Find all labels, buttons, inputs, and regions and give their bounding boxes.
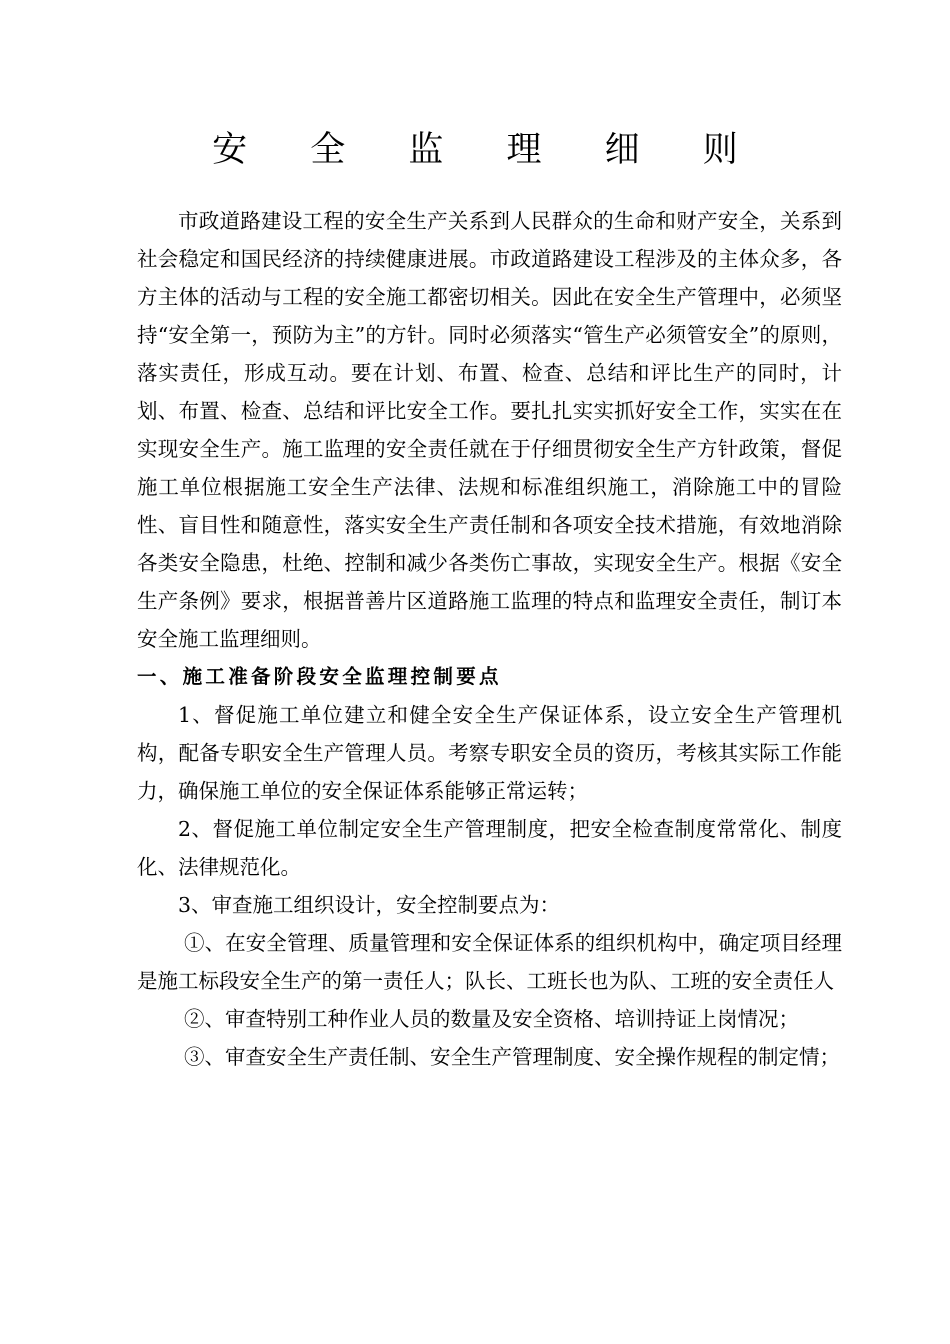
section-heading: 一、施工准备阶段安全监理控制要点 [137,665,502,688]
sub-list-item: ③、审查安全生产责任制、安全生产管理制度、安全操作规程的制定情； [184,1045,840,1069]
document-title: 安 全 监 理 细 则 [212,130,764,170]
list-item: 3、审查施工组织设计，安全控制要点为： [178,893,561,917]
sub-list-item: ①、在安全管理、质量管理和安全保证体系的组织机构中，确定项目经理是施工标段安全生产的第一责任人；队长、工班长也为队、工班的安全责任人 [137,931,842,993]
intro-paragraph: 市政道路建设工程的安全生产关系到人民群众的生命和财产安全，关系到社会稳定和国民经济的持续健康进展。市政道路建设工程涉及的主体众多，各方主体的活动与工程的安全施工都密切相关。因此在安全生产管理中，必须坚持“安全第一，预防为主”的方针。同时必须落实“管生产必须管安全”的原则，落实责任，形成互动。要在计划、布置、检查、总结和评比生产的同时，计划、布置、检查、总结和评比安全工作。要扎扎实实抓好安全工作，实实在在实现安全生产。施工监理的安全责任就在于仔细贯彻安全生产方针政策，督促施工单位根据施工安全生产法律、法规和标准组织施工，消除施工中的冒险性、盲目性和随意性，落实安全生产责任制和各项安全技术措施，有效地消除各类安全隐患，杜绝、控制和减少各类伤亡事故，实现安全生产。根据《安全生产条例》要求，根据普善片区道路施工监理的特点和监理安全责任，制订本安全施工监理细则。 [137,209,842,651]
sub-list-item: ②、审查特别工种作业人员的数量及安全资格、培训持证上岗情况； [184,1007,799,1031]
list-item: 2、督促施工单位制定安全生产管理制度，把安全检查制度常常化、制度化、法律规范化。 [137,817,842,879]
document-body [137,202,842,1076]
list-item: 1、督促施工单位建立和健全安全生产保证体系，设立安全生产管理机构，配备专职安全生产管理人员。考察专职安全员的资历，考核其实际工作能力，确保施工单位的安全保证体系能够正常运转； [137,703,842,803]
